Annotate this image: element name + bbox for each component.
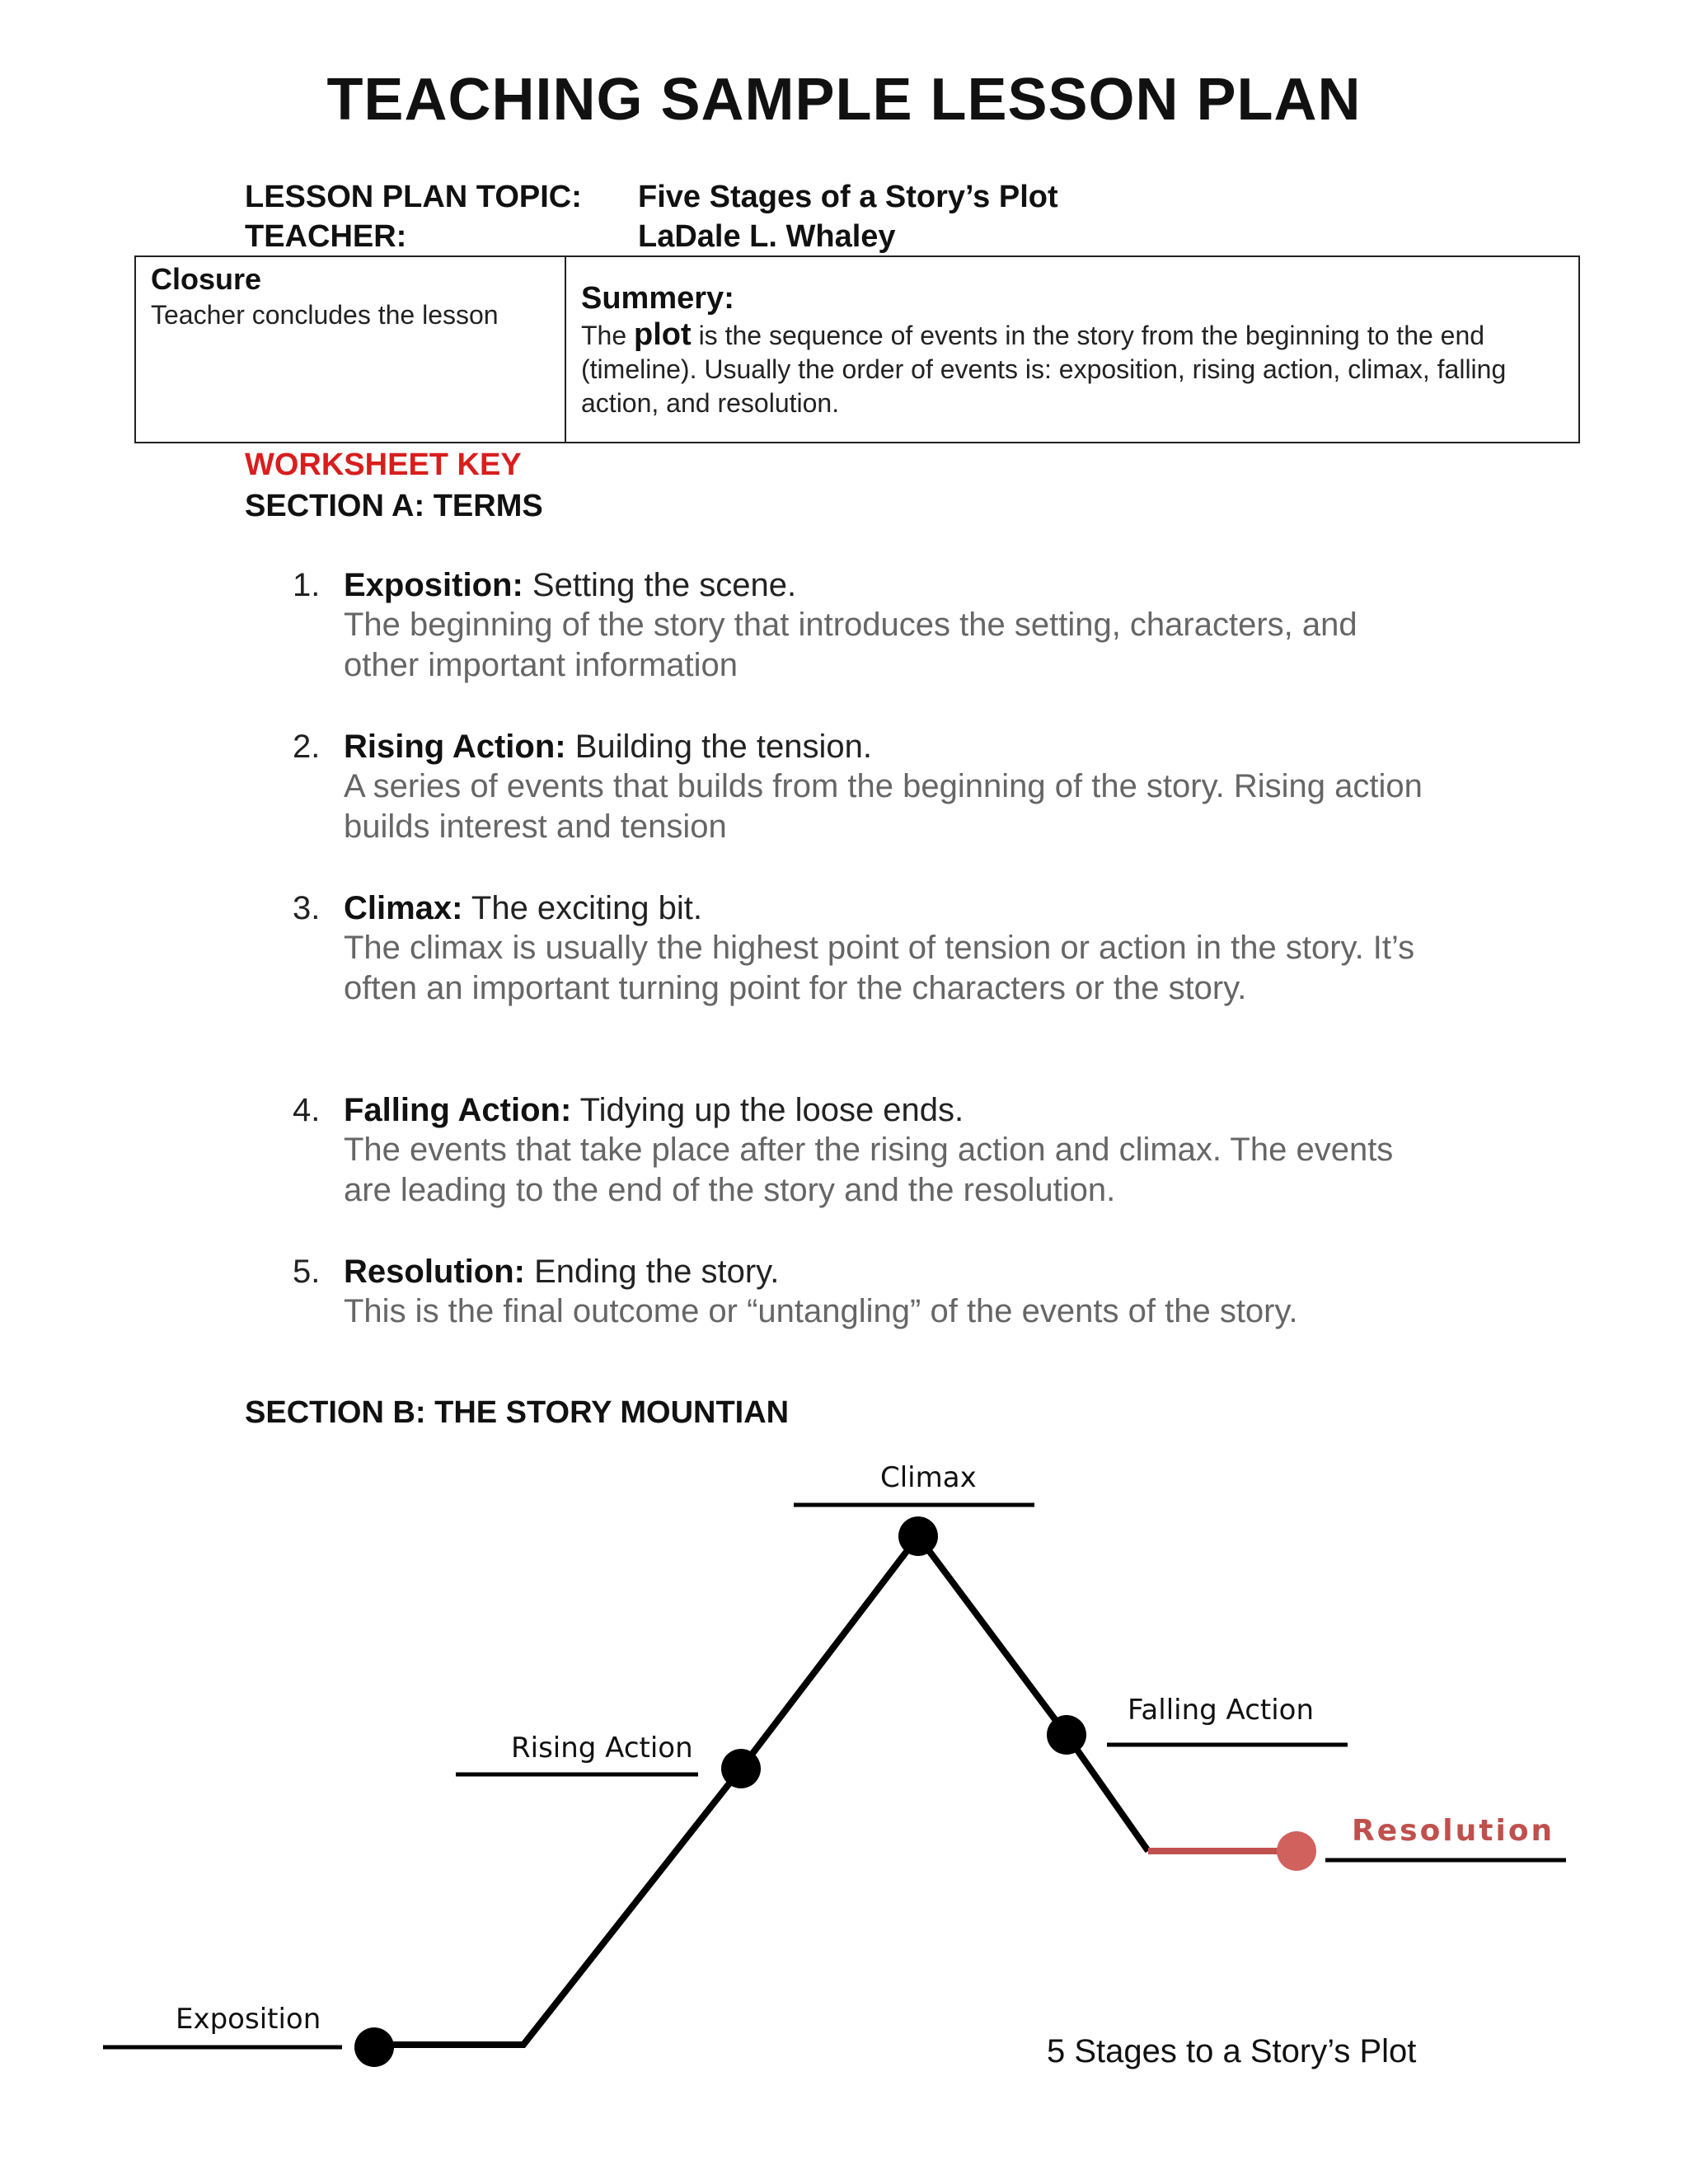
section-b-heading: SECTION B: THE STORY MOUNTIAN: [245, 1395, 790, 1430]
term-tagline: The exciting bit.: [462, 890, 703, 926]
page-title: TEACHING SAMPLE LESSON PLAN: [326, 67, 1362, 133]
diagram-caption: 5 Stages to a Story’s Plot: [1047, 2033, 1417, 2069]
section-a-heading: SECTION A: TERMS: [245, 489, 543, 523]
summary-body: [581, 318, 1570, 420]
topic-value: Five Stages of a Story’s Plot: [638, 180, 1058, 214]
term-tagline: Building the tension.: [565, 729, 872, 765]
plot-line: [374, 1536, 1148, 2045]
term-title: [344, 565, 796, 605]
term-tagline: Tidying up the loose ends.: [571, 1092, 964, 1128]
closure-cell: [151, 260, 555, 331]
story-mountain-diagram: [0, 1434, 1688, 2077]
rising-action-point: [721, 1749, 761, 1788]
worksheet-key-heading: WORKSHEET KEY: [245, 448, 522, 482]
term-title: [344, 1252, 779, 1291]
term-description: The climax is usually the highest point of tension or action in the story. It’s often an important turning point for the characters or the story.: [344, 930, 1415, 1006]
summary-cell: [581, 279, 1570, 420]
closure-text: Teacher concludes the lesson: [151, 300, 499, 330]
term-name: Rising Action:: [344, 729, 566, 765]
climax-point: [898, 1516, 938, 1556]
teacher-label: TEACHER:: [245, 219, 407, 254]
rising-action-label: Rising Action: [511, 1732, 693, 1765]
topic-label: LESSON PLAN TOPIC:: [245, 180, 582, 214]
falling-action-point: [1047, 1715, 1086, 1755]
exposition-label: Exposition: [176, 2003, 321, 2036]
term-description: A series of events that builds from the beginning of the story. Rising action builds interest and tension: [344, 768, 1423, 845]
term-title: [344, 727, 872, 766]
term-name: Climax:: [344, 890, 463, 926]
exposition-point: [354, 2027, 394, 2067]
term-description: This is the final outcome or “untangling” of the events of the story.: [344, 1293, 1298, 1329]
term-description: The events that take place after the rising action and climax. The events are leading to the end of the story and the resolution.: [344, 1132, 1394, 1208]
summary-table: [134, 255, 1580, 443]
teacher-value: LaDale L. Whaley: [638, 219, 896, 254]
term-number: 1.: [293, 567, 321, 603]
term-title: [344, 888, 702, 928]
climax-label: Climax: [880, 1461, 977, 1494]
falling-action-label: Falling Action: [1128, 1694, 1315, 1727]
term-tagline: Ending the story.: [524, 1254, 780, 1290]
term-title: [344, 1090, 964, 1130]
term-name: Exposition:: [344, 567, 523, 603]
resolution-point: [1277, 1831, 1316, 1871]
closure-heading: Closure: [151, 262, 262, 296]
term-number: 5.: [293, 1254, 321, 1290]
term-name: Falling Action:: [344, 1092, 572, 1128]
summary-keyword: plot: [634, 317, 692, 352]
term-description: The beginning of the story that introduces the setting, characters, and other important information: [344, 607, 1357, 683]
resolution-label: Resolution: [1352, 1814, 1555, 1848]
term-number: 3.: [293, 890, 321, 926]
summary-heading: Summery:: [581, 281, 734, 316]
table-divider: [565, 257, 566, 442]
summary-prefix: The: [581, 321, 635, 350]
term-name: Resolution:: [344, 1254, 525, 1290]
term-number: 4.: [293, 1092, 321, 1128]
summary-text: is the sequence of events in the story from the beginning to the end (timeline). Usually the order of events is: exposition, rising action, climax, falling action, and resolution.: [581, 321, 1507, 418]
term-number: 2.: [293, 729, 321, 765]
term-tagline: Setting the scene.: [523, 567, 797, 603]
